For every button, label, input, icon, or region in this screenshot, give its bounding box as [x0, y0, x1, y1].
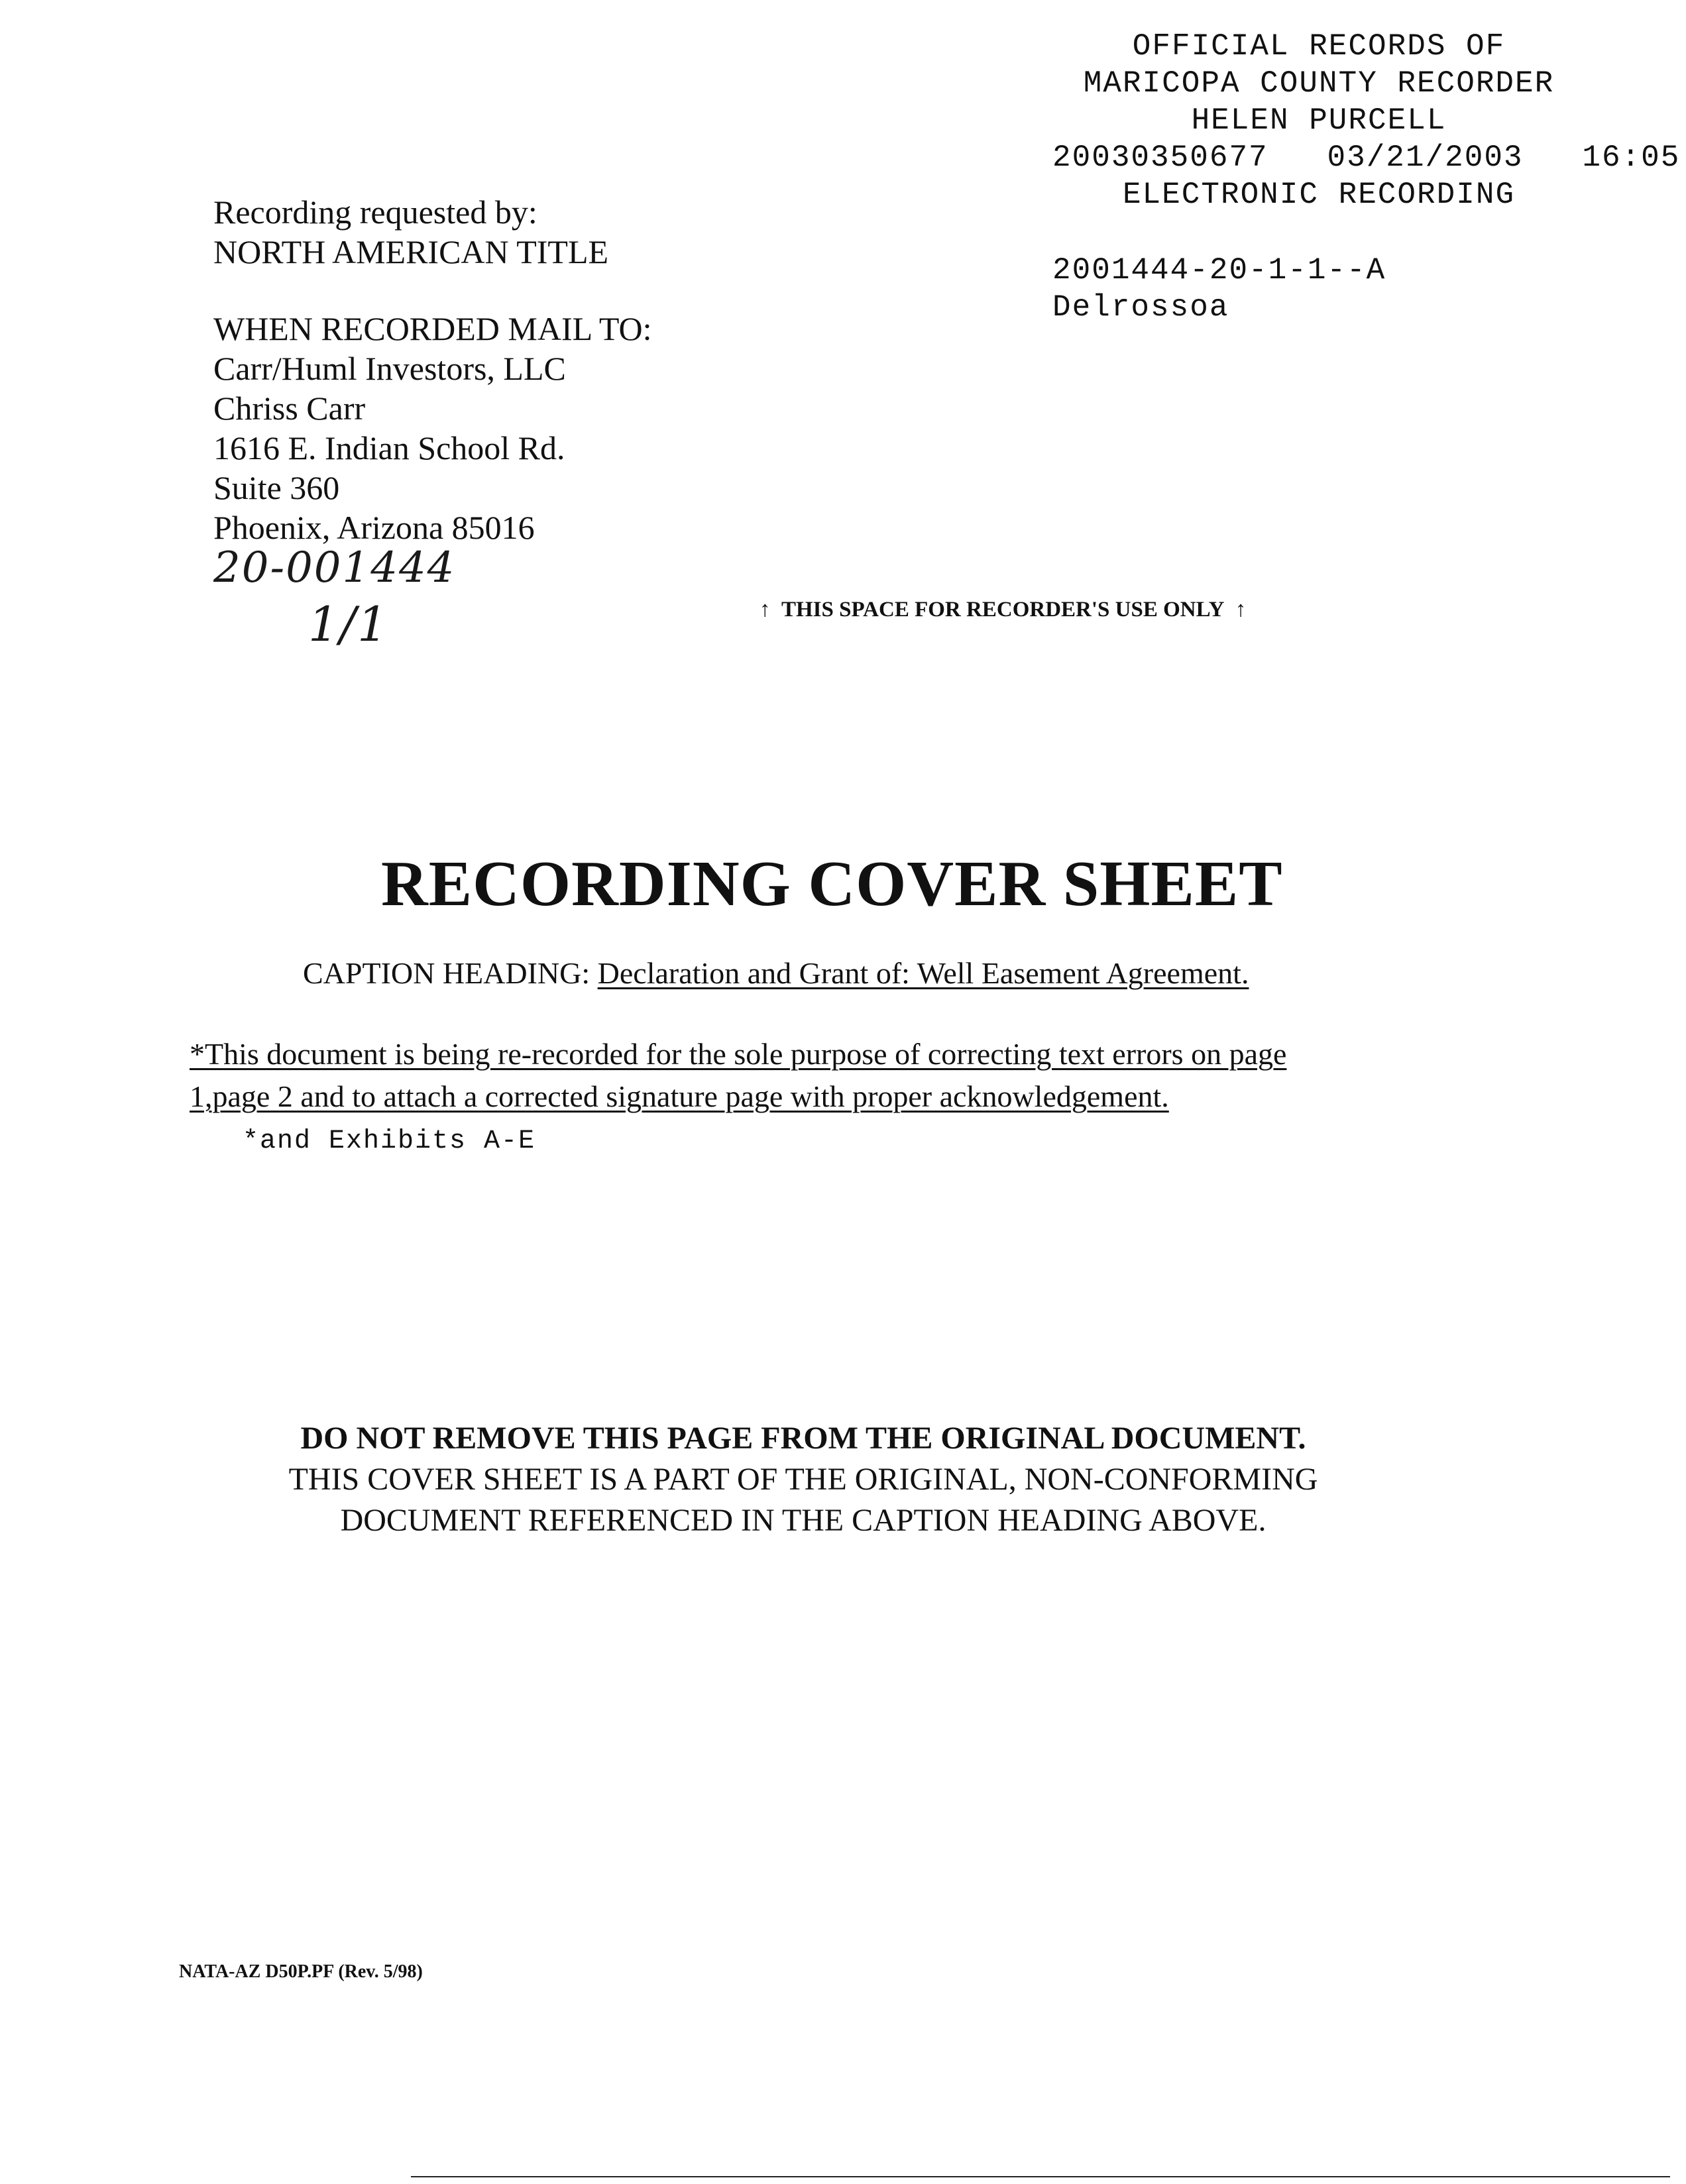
caption-heading-label: CAPTION HEADING: [303, 956, 590, 990]
requested-by-name: NORTH AMERICAN TITLE [213, 233, 609, 270]
up-arrow-icon: ↑ [759, 598, 771, 622]
mail-to-line: Phoenix, Arizona 85016 [213, 509, 535, 546]
rerecording-note-line-2: 1,page 2 and to attach a corrected signature page with proper acknowledgement. [190, 1079, 1169, 1113]
requested-by-label: Recording requested by: [213, 193, 537, 231]
recorder-stamp-line-3: HELEN PURCELL [1191, 103, 1447, 138]
recording-number: 20030350677 [1052, 140, 1268, 175]
form-identifier: NATA-AZ D50P.PF (Rev. 5/98) [179, 1961, 423, 1982]
mail-to-line: Suite 360 [213, 469, 340, 506]
recorder-stamp-line-5: ELECTRONIC RECORDING [1122, 178, 1516, 212]
mail-to-line: 1616 E. Indian School Rd. [213, 429, 565, 466]
caption-heading [303, 956, 1249, 991]
warning-line-1-text: DO NOT REMOVE THIS PAGE FROM THE ORIGINAL DOCUMENT. [300, 1421, 1306, 1456]
bottom-rule [411, 2176, 1670, 2177]
recorder-use-only [759, 598, 1246, 622]
mail-to-label: WHEN RECORDED MAIL TO: [213, 310, 652, 347]
mail-to-line: Chriss Carr [213, 390, 366, 427]
rerecording-note-line-1: *This document is being re-recorded for the sole purpose of correcting text errors on page [190, 1037, 1287, 1071]
caption-heading-value: Declaration and Grant of: Well Easement Agreement. [597, 956, 1249, 990]
page-title: RECORDING COVER SHEET [381, 848, 1283, 920]
up-arrow-icon: ↑ [1235, 598, 1247, 622]
recording-time: 16:05 [1582, 140, 1681, 175]
recorder-stamp-line-1: OFFICIAL RECORDS OF [1132, 29, 1506, 64]
recorder-use-only-text: THIS SPACE FOR RECORDER'S USE ONLY [781, 598, 1225, 622]
warning-line-2: THIS COVER SHEET IS A PART OF THE ORIGINAL, NON-CONFORMING [288, 1462, 1318, 1497]
warning-line-1 [174, 1418, 1433, 1459]
recorder-stamp-line-2: MARICOPA COUNTY RECORDER [1083, 66, 1555, 101]
recorder-stamp-doc-line [1052, 139, 1680, 176]
rerecording-note-addendum: *and Exhibits A-E [243, 1126, 536, 1156]
recorder-clerk: Delrossoa [1052, 290, 1229, 325]
handwritten-order-number: 20-001444 [213, 543, 456, 592]
recording-date: 03/21/2003 [1327, 140, 1524, 175]
warning-line-3: DOCUMENT REFERENCED IN THE CAPTION HEADING ABOVE. [340, 1503, 1266, 1538]
handwritten-page-count: 1/1 [308, 596, 389, 652]
recorder-reference: 2001444-20-1-1--A [1052, 253, 1386, 288]
mail-to-line: Carr/Huml Investors, LLC [213, 350, 566, 387]
